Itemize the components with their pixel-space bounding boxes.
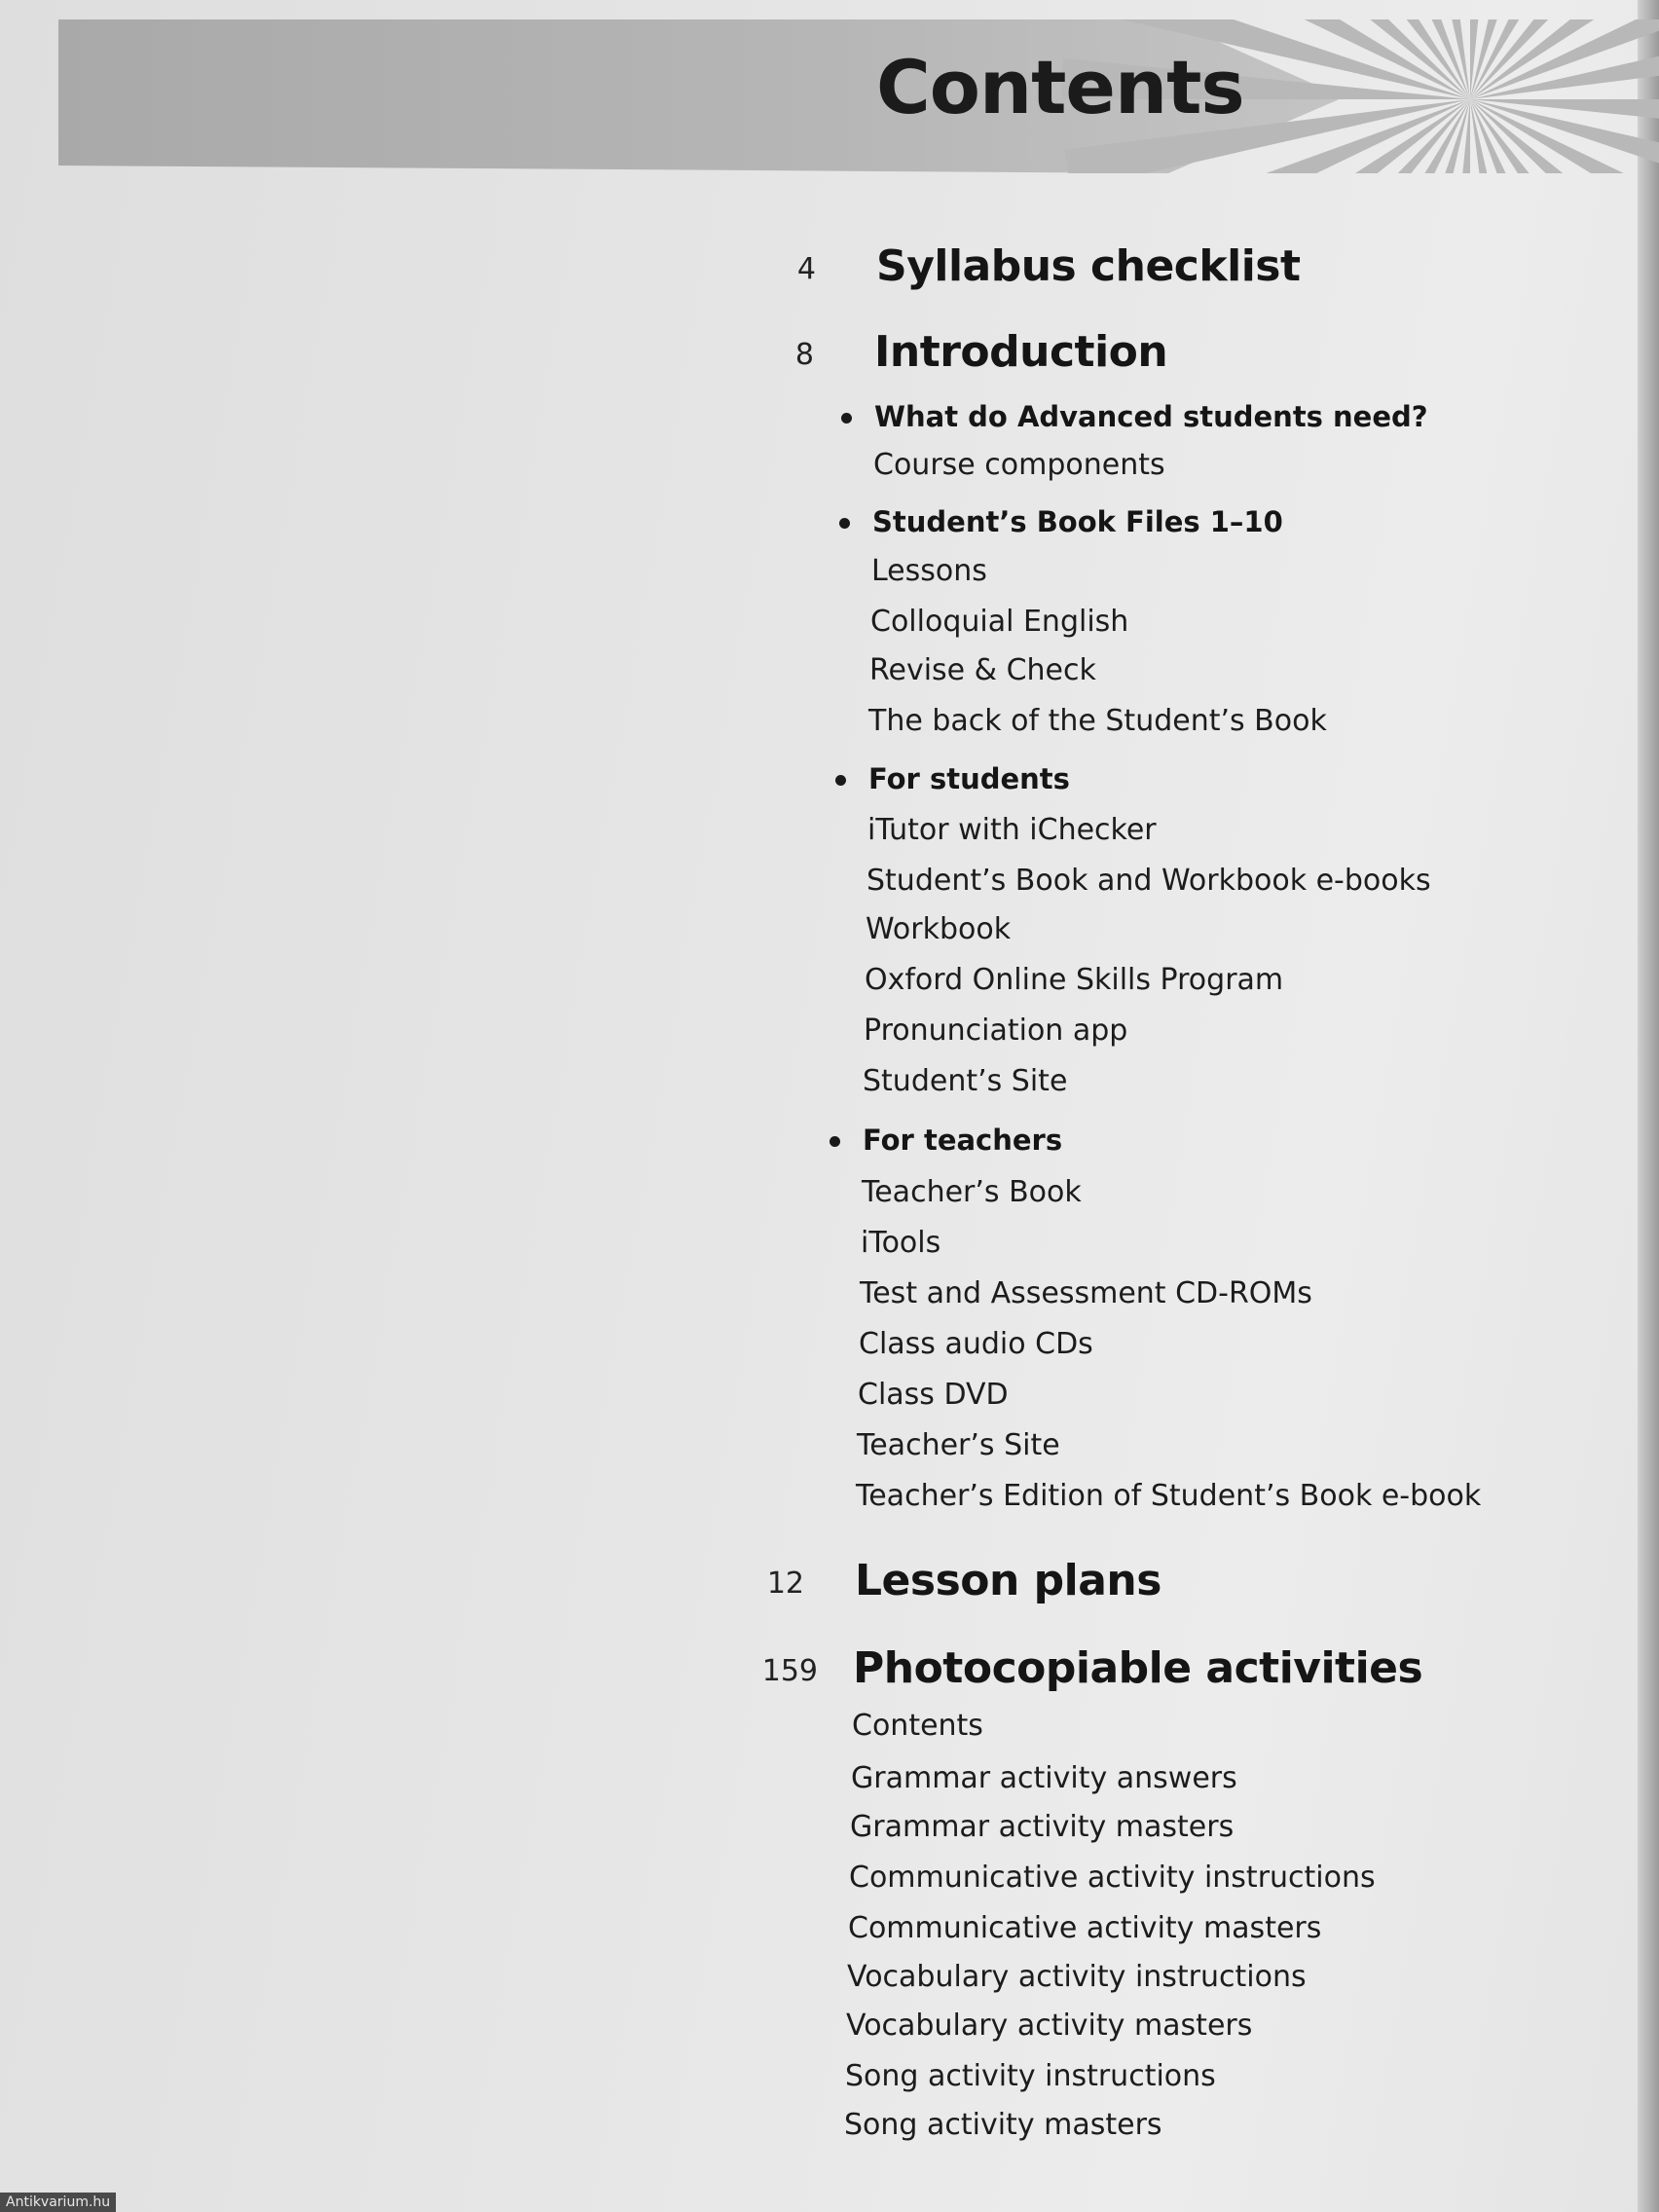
sub-heading: What do Advanced students need? — [874, 400, 1428, 433]
bullet-icon — [839, 518, 850, 529]
section-title-lesson-plans: Lesson plans — [855, 1556, 1161, 1605]
list-item: Student’s Site — [863, 1064, 1068, 1098]
list-item: Teacher’s Edition of Student’s Book e-book — [856, 1479, 1482, 1513]
list-item: iTutor with iChecker — [867, 813, 1157, 847]
list-item: Class DVD — [858, 1378, 1009, 1412]
sub-heading: Student’s Book Files 1–10 — [872, 505, 1283, 538]
list-item: Student’s Book and Workbook e-books — [866, 864, 1431, 898]
list-item: Lessons — [871, 554, 987, 588]
list-item: Communicative activity instructions — [849, 1861, 1376, 1895]
bullet-icon — [841, 413, 852, 424]
list-item: Grammar activity masters — [850, 1810, 1235, 1844]
sub-heading: For students — [868, 762, 1070, 795]
list-item: Grammar activity answers — [851, 1761, 1237, 1795]
list-item: Vocabulary activity masters — [846, 2009, 1253, 2043]
bullet-icon — [830, 1136, 840, 1147]
section-title-syllabus-checklist: Syllabus checklist — [876, 241, 1301, 291]
list-item: Song activity instructions — [845, 2059, 1216, 2093]
watermark-label: Antikvarium.hu — [0, 2193, 116, 2212]
list-item: Song activity masters — [844, 2108, 1162, 2142]
section-page-number: 12 — [766, 1567, 804, 1601]
list-item: Teacher’s Book — [862, 1175, 1082, 1209]
section-title-photocopiable-activities: Photocopiable activities — [853, 1643, 1423, 1693]
list-item: Test and Assessment CD-ROMs — [860, 1276, 1312, 1310]
list-item: Workbook — [866, 912, 1012, 946]
list-item: Class audio CDs — [859, 1327, 1093, 1361]
list-item: The back of the Student’s Book — [868, 704, 1327, 738]
section-page-number: 4 — [796, 252, 816, 286]
page-title: Contents — [876, 44, 1244, 130]
list-item: Pronunciation app — [864, 1014, 1128, 1048]
list-item: Course components — [873, 448, 1165, 482]
list-item: Revise & Check — [869, 653, 1096, 687]
list-item: Teacher’s Site — [857, 1428, 1060, 1462]
list-item: Communicative activity masters — [848, 1911, 1322, 1945]
section-page-number: 8 — [794, 338, 814, 372]
section-page-number: 159 — [761, 1654, 818, 1688]
list-item: Oxford Online Skills Program — [865, 963, 1284, 997]
section-title-introduction: Introduction — [874, 327, 1168, 377]
list-item: Colloquial English — [870, 605, 1129, 639]
sub-heading: For teachers — [863, 1124, 1063, 1157]
list-item: iTools — [861, 1226, 941, 1260]
list-item: Vocabulary activity instructions — [847, 1960, 1307, 1994]
list-item: Contents — [852, 1709, 983, 1743]
bullet-icon — [835, 775, 846, 786]
